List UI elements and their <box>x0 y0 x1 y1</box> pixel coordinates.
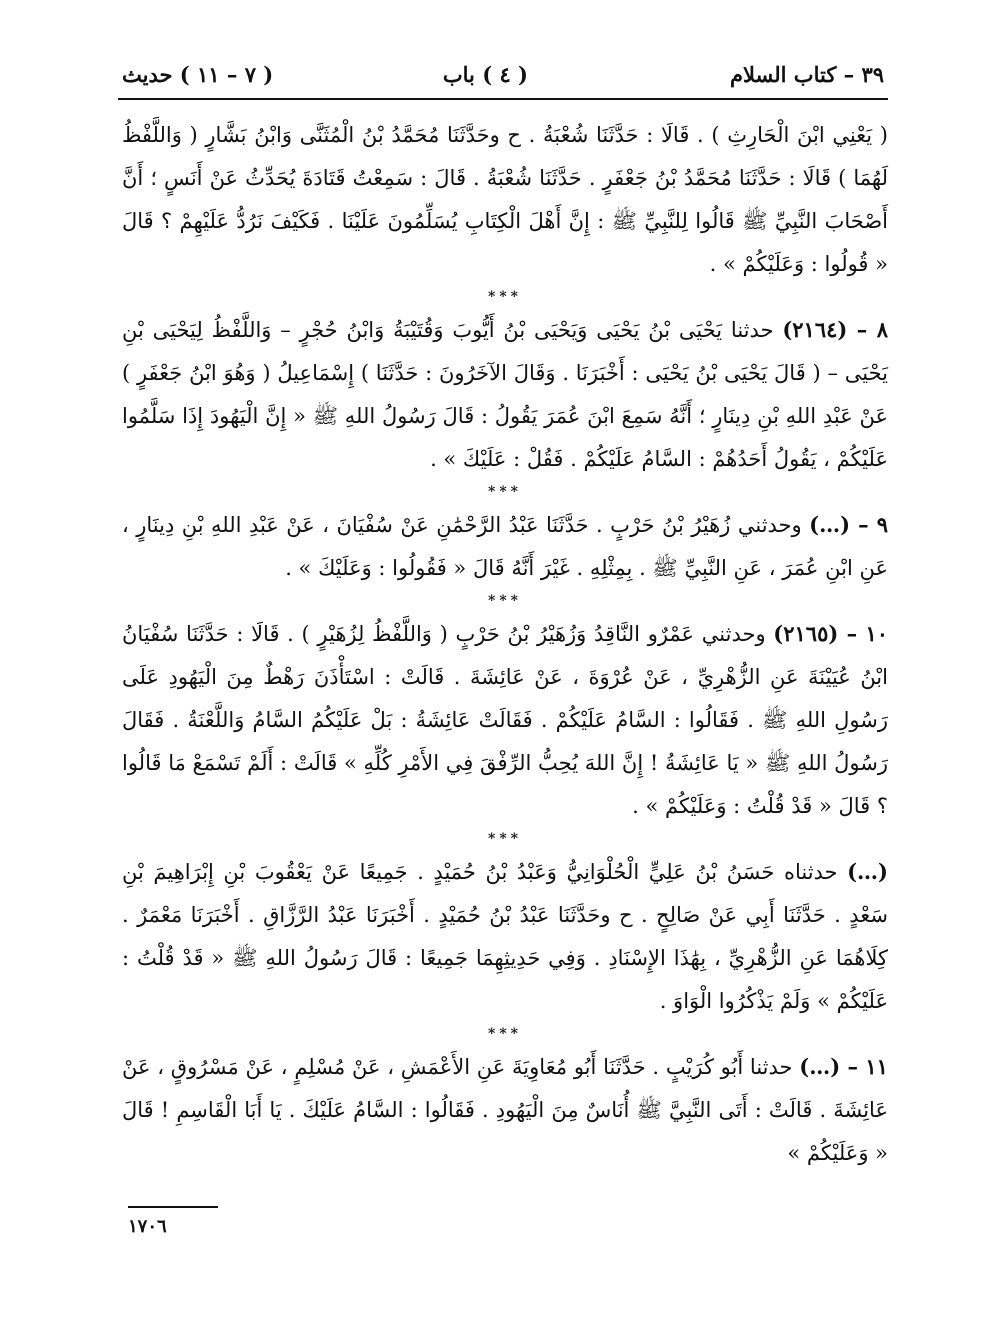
hadith-paragraph <box>122 308 888 481</box>
hadith-paragraph <box>122 114 888 286</box>
hadith-number: (…) <box>847 859 888 884</box>
section-separator: *** <box>488 831 522 847</box>
hadith-paragraph <box>122 503 888 590</box>
hadith-paragraph <box>122 850 888 1023</box>
hadith-text: حدثناه حَسَنُ بْنُ عَلِيٍّ الْحُلْوَانِيُّ وَعَبْدُ بْنُ حُمَيْدٍ . جَمِيعًا عَنْ يَعْقُوبَ بْنِ إِبْرَاهِيمَ بْنِ سَعْدٍ . حَدَّثَنَا أَبِي عَنْ صَالِحٍ . ح وحَدَّثَنَا عَبْدُ بْنُ حُمَيْدٍ . أَخْبَرَنَا عَبْدُ الرَّزَّاقِ . أَخْبَرَنَا مَعْمَرٌ . كِلَاهُمَا عَنِ الزُّهْرِيِّ ، بِهَٰذَا الإِسْنَادِ . وَفِي حَدِيثِهِمَا جَمِيعًا : قَالَ رَسُولُ اللهِ ﷺ « قَدْ قُلْتُ : عَلَيْكُمْ » وَلَمْ يَذْكُرُوا الْوَاوَ . <box>122 860 888 1013</box>
hadith-number: ١١ – (…) <box>799 1054 888 1079</box>
hadith-text: وحدثني عَمْرٌو النَّاقِدُ وَزُهَيْرُ بْنُ حَرْبٍ ( وَاللَّفْظُ لِزُهَيْرٍ ) . قَالَا : حَدَّثَنَا سُفْيَانُ ابْنُ عُيَيْنَةَ عَنِ الزُّهْرِيِّ ، عَنْ عُرْوَةَ ، عَنْ عَائِشَةَ . قَالَتْ : اسْتَأْذَنَ رَهْطٌ مِنَ الْيَهُودِ عَلَى رَسُولِ اللهِ ﷺ . فَقَالُوا : السَّامُ عَلَيْكُمْ . فَقَالَتْ عَائِشَةُ : بَلْ عَلَيْكُمُ السَّامُ وَاللَّعْنَةُ . فَقَالَ رَسُولُ اللهِ ﷺ « يَا عَائِشَةُ ! إِنَّ اللهَ يُحِبُّ الرِّفْقَ فِي الأَمْرِ كُلِّهِ » قَالَتْ : أَلَمْ تَسْمَعْ مَا قَالُوا ؟ قَالَ « قَدْ قُلْتُ : وَعَلَيْكُمْ » . <box>122 622 888 818</box>
page-footer <box>128 1206 218 1237</box>
hadith-text: ( يَعْنِي ابْنَ الْحَارِثِ ) . قَالَا : حَدَّثَنَا شُعْبَةُ . ح وحَدَّثَنَا مُحَمَّدُ بْنُ الْمُثَنَّى وَابْنُ بَشَّارٍ ( وَاللَّفْظُ لَهُمَا ) قَالَا : حَدَّثَنَا مُحَمَّدُ بْنُ جَعْفَرٍ . حَدَّثَنَا شُعْبَةُ . قَالَ : سَمِعْتُ قَتَادَةَ يُحَدِّثُ عَنْ أَنَسٍ ؛ أَنَّ أَصْحَابَ النَّبِيِّ ﷺ قَالُوا لِلنَّبِيِّ ﷺ : إِنَّ أَهْلَ الْكِتَابِ يُسَلِّمُونَ عَلَيْنَا . فَكَيْفَ نَرُدُّ عَلَيْهِمْ ؟ قَالَ « قُولُوا : وَعَلَيْكُمْ » . <box>122 123 888 276</box>
chapter-label: ( ٤ ) باب <box>442 62 528 87</box>
hadith-number: ٨ – (٢١٦٤) <box>782 317 888 342</box>
hadith-number: ١٠ – (٢١٦٥) <box>773 621 888 646</box>
section-separator: *** <box>488 593 522 609</box>
hadith-text: حدثنا أَبُو كُرَيْبٍ . حَدَّثَنَا أَبُو مُعَاوِيَةَ عَنِ الأَعْمَشِ ، عَنْ مُسْلِمٍ ، عَنْ مَسْرُوقٍ ، عَنْ عَائِشَةَ . قَالَتْ : أَتَى النَّبِيَّ ﷺ أُنَاسٌ مِنَ الْيَهُودِ . فَقَالُوا : السَّامُ عَلَيْكَ . يَا أَبَا الْقَاسِمِ ! قَالَ « وَعَلَيْكُمْ » <box>122 1055 888 1165</box>
hadith-text: وحدثني زُهَيْرُ بْنُ حَرْبٍ . حَدَّثَنَا عَبْدُ الرَّحْمَٰنِ عَنْ سُفْيَانَ ، عَنْ عَبْدِ اللهِ بْنِ دِينَارٍ ، عَنِ ابْنِ عُمَرَ ، عَنِ النَّبِيِّ ﷺ . بِمِثْلِهِ . غَيْرَ أَنَّهُ قَالَ « فَقُولُوا : وَعَلَيْكَ » . <box>122 513 888 580</box>
page-body <box>122 114 888 1175</box>
book-title: ٣٩ – كتاب السلام <box>730 62 884 87</box>
section-separator: *** <box>488 484 522 500</box>
hadith-paragraph <box>122 612 888 828</box>
hadith-number: ٩ – (…) <box>809 512 888 537</box>
page-header <box>118 52 888 100</box>
section-separator: *** <box>488 289 522 305</box>
page-number: ١٧٠٦ <box>128 1216 167 1237</box>
section-separator: *** <box>488 1026 522 1042</box>
hadith-range: ( ٧ – ١١ ) حديث <box>122 62 274 87</box>
hadith-text: حدثنا يَحْيَى بْنُ يَحْيَى وَيَحْيَى بْنُ أَيُّوبَ وَقُتَيْبَةُ وَابْنُ حُجْرٍ – وَاللَّفْظُ لِيَحْيَى بْنِ يَحْيَى – ( قَالَ يَحْيَى بْنُ يَحْيَى : أَخْبَرَنَا . وَقَالَ الآخَرُونَ : حَدَّثَنَا ) إِسْمَاعِيلُ ( وَهُوَ ابْنُ جَعْفَرٍ ) عَنْ عَبْدِ اللهِ بْنِ دِينَارٍ ؛ أَنَّهُ سَمِعَ ابْنَ عُمَرَ يَقُولُ : قَالَ رَسُولُ اللهِ ﷺ « إِنَّ الْيَهُودَ إِذَا سَلَّمُوا عَلَيْكُمْ ، يَقُولُ أَحَدُهُمْ : السَّامُ عَلَيْكُمْ . فَقُلْ : عَلَيْكَ » . <box>122 318 888 471</box>
hadith-paragraph <box>122 1045 888 1175</box>
